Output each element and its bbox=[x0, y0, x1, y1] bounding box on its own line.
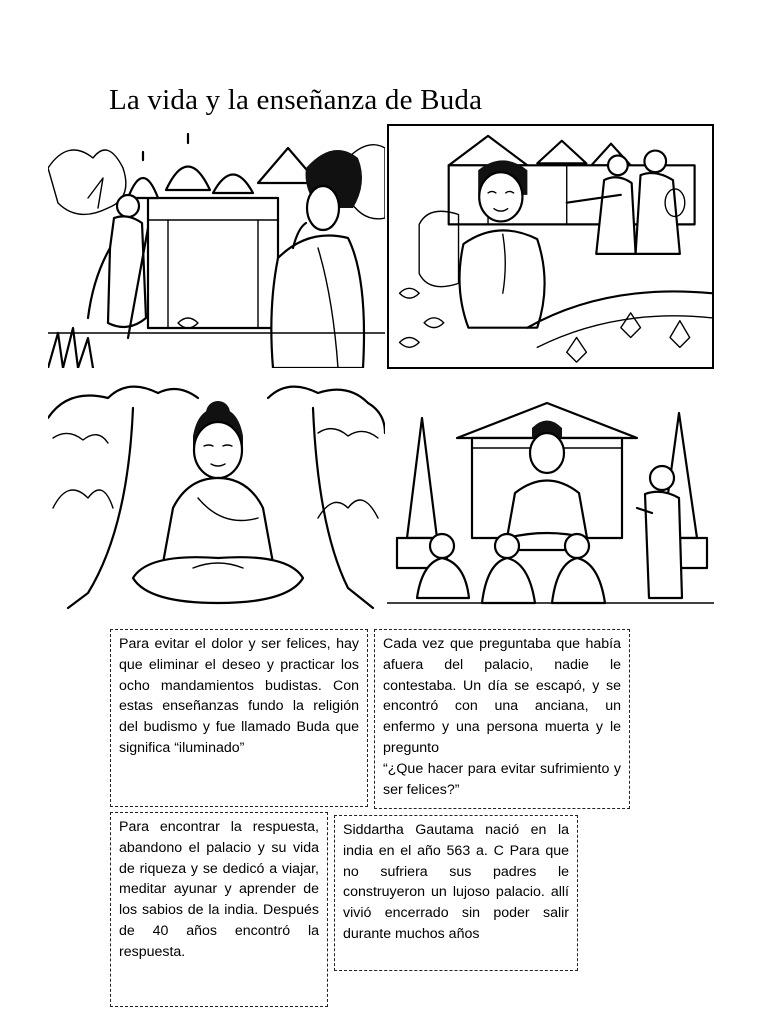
text-box-respuesta bbox=[110, 812, 328, 1007]
buddha-meditating-under-tree-illustration bbox=[48, 378, 385, 618]
text-box-pregunta bbox=[374, 629, 630, 809]
prince-in-palace-illustration bbox=[387, 124, 714, 369]
buddha-teaching-monks-illustration bbox=[387, 398, 714, 620]
text-pregunta-2: “¿Que hacer para evitar sufrimiento y ser felices?” bbox=[383, 760, 621, 798]
text-pregunta-1: Cada vez que preguntaba que había afuera del palacio, nadie le contestaba. Un día se escapó, y se encontró con una anciana, un enfermo y una persona muerta y le pregunto bbox=[383, 636, 621, 756]
text-respuesta: Para encontrar la respuesta, abandono el palacio y su vida de riqueza y se dedicó a viajar, meditar ayunar y aprender de los sabios de la india. Después de 40 años encontró la respuesta. bbox=[119, 819, 319, 960]
text-box-nacimiento bbox=[334, 815, 578, 971]
prince-sees-old-woman-illustration bbox=[48, 128, 385, 368]
text-box-ensenanza bbox=[110, 629, 368, 807]
text-ensenanza: Para evitar el dolor y ser felices, hay que eliminar el deseo y practicar los ocho mandamientos budistas. Con estas enseñanzas fundo la religión del budismo y fue llamado Buda que significa “iluminado” bbox=[119, 636, 359, 756]
page-title: La vida y la enseñanza de Buda bbox=[109, 84, 483, 116]
text-nacimiento: Siddartha Gautama nació en la india en el año 563 a. C Para que no sufriera sus padres le construyeron un lujoso palacio. allí vivió encerrado sin poder salir durante muchos años bbox=[343, 822, 569, 942]
